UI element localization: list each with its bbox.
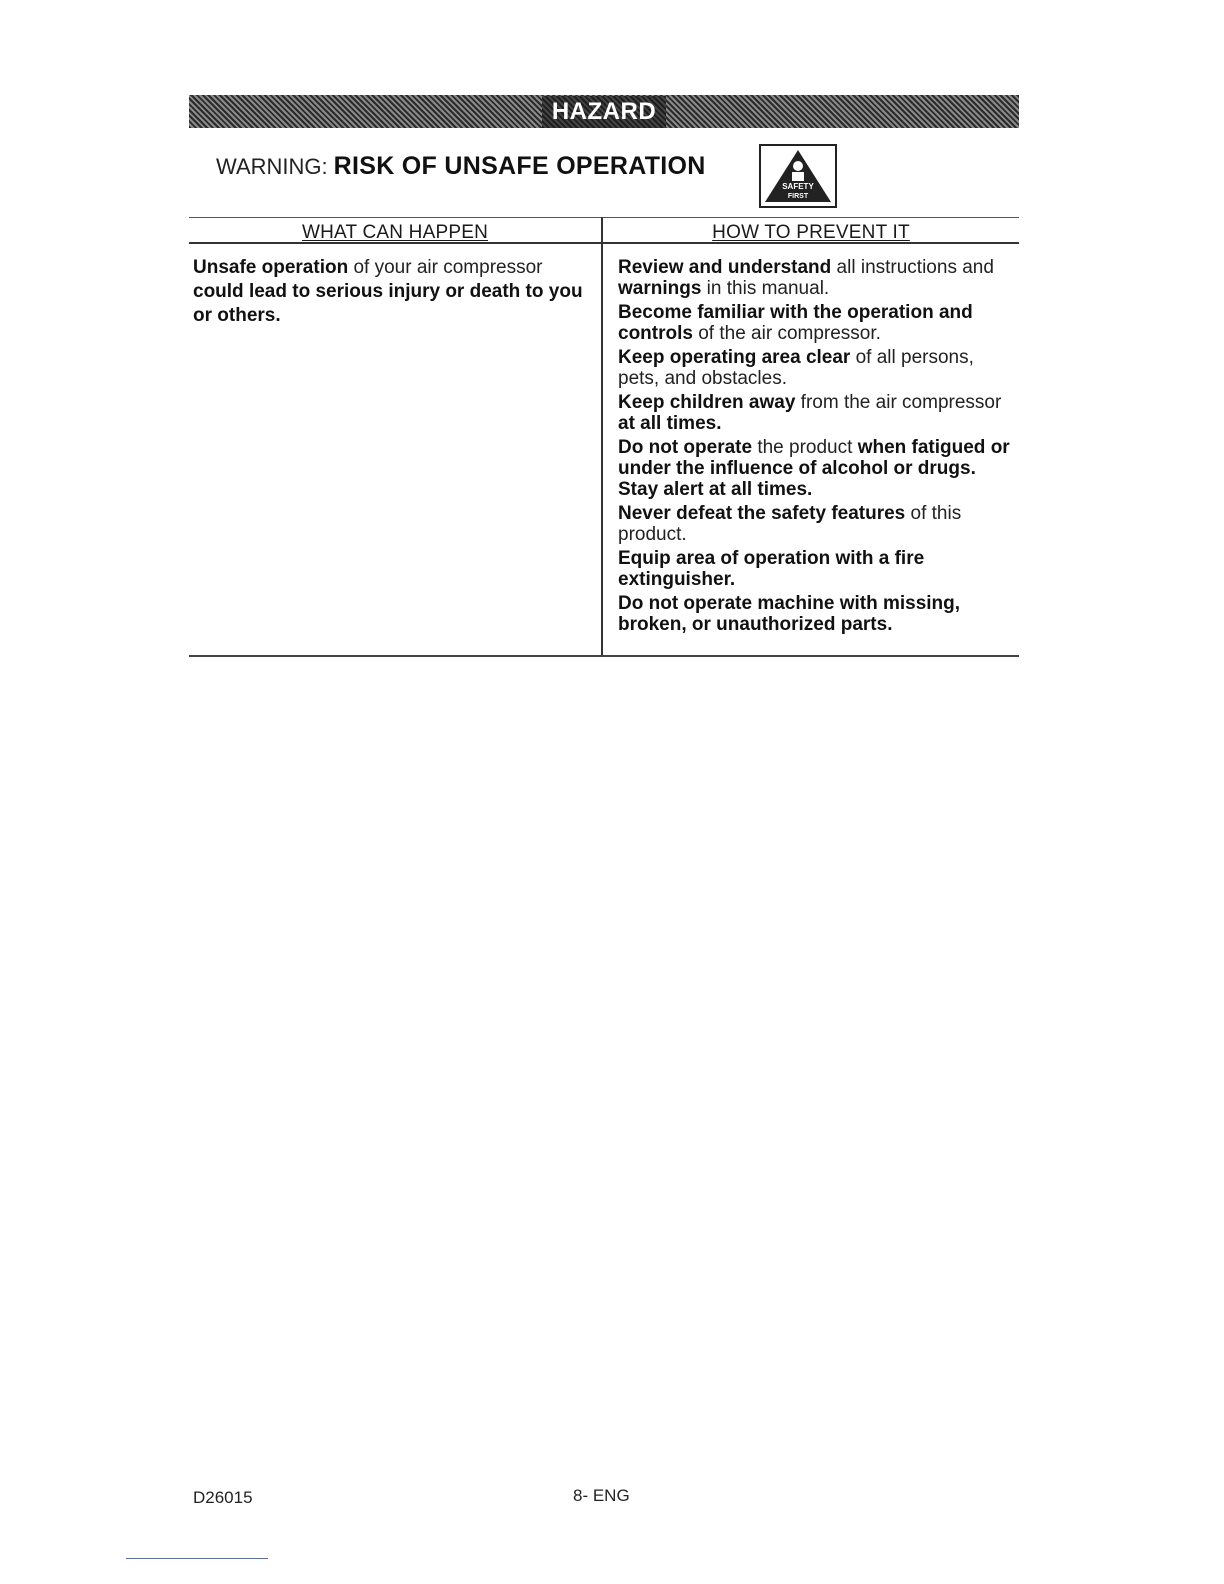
happen-bold1: Unsafe operation xyxy=(193,257,349,278)
hazard-banner xyxy=(189,95,1019,128)
prevention-item: Keep operating area clear of all persons, pets, and obstacles. xyxy=(618,347,974,389)
prevention-item: Do not operate the product when fatigued or under the influence of alcohol or drugs. Stay alert at all times. xyxy=(618,437,1010,500)
warning-title: RISK OF UNSAFE OPERATION xyxy=(333,152,706,180)
table-top-rule xyxy=(189,217,1019,218)
prevention-item: Do not operate machine with missing, broken, or unauthorized parts. xyxy=(618,593,961,635)
prevention-item: Become familiar with the operation and controls of the air compressor. xyxy=(618,302,973,344)
warning-prefix: WARNING: xyxy=(216,154,328,179)
prevention-item: Never defeat the safety features of this product. xyxy=(618,503,962,545)
safety-icon-line1: SAFETY xyxy=(782,182,814,191)
how-to-prevent-label: HOW TO PREVENT IT xyxy=(712,222,910,243)
what-can-happen-header xyxy=(189,222,601,244)
what-can-happen-label: WHAT CAN HAPPEN xyxy=(302,222,488,243)
prevention-list xyxy=(618,257,1013,638)
happen-bold2: could lead to serious injury or death to you or others. xyxy=(193,281,583,326)
page-number: 8- ENG xyxy=(573,1486,630,1505)
table-bottom-rule xyxy=(189,655,1019,657)
safety-icon-line2: FIRST xyxy=(787,193,809,200)
document-id: D26015 xyxy=(193,1488,253,1507)
happen-normal1: of your air compressor xyxy=(348,257,543,278)
column-divider xyxy=(601,217,603,656)
what-can-happen-text xyxy=(193,256,593,328)
warning-heading xyxy=(216,152,706,181)
safety-first-icon xyxy=(759,144,837,208)
hazard-label: HAZARD xyxy=(542,96,666,128)
prevention-item: Review and understand all instructions and warnings in this manual. xyxy=(618,257,994,299)
prevention-item: Equip area of operation with a fire extinguisher. xyxy=(618,548,925,590)
footer-link-line xyxy=(126,1558,268,1559)
how-to-prevent-header xyxy=(603,222,1019,244)
prevention-item: Keep children away from the air compressor at all times. xyxy=(618,392,1002,434)
